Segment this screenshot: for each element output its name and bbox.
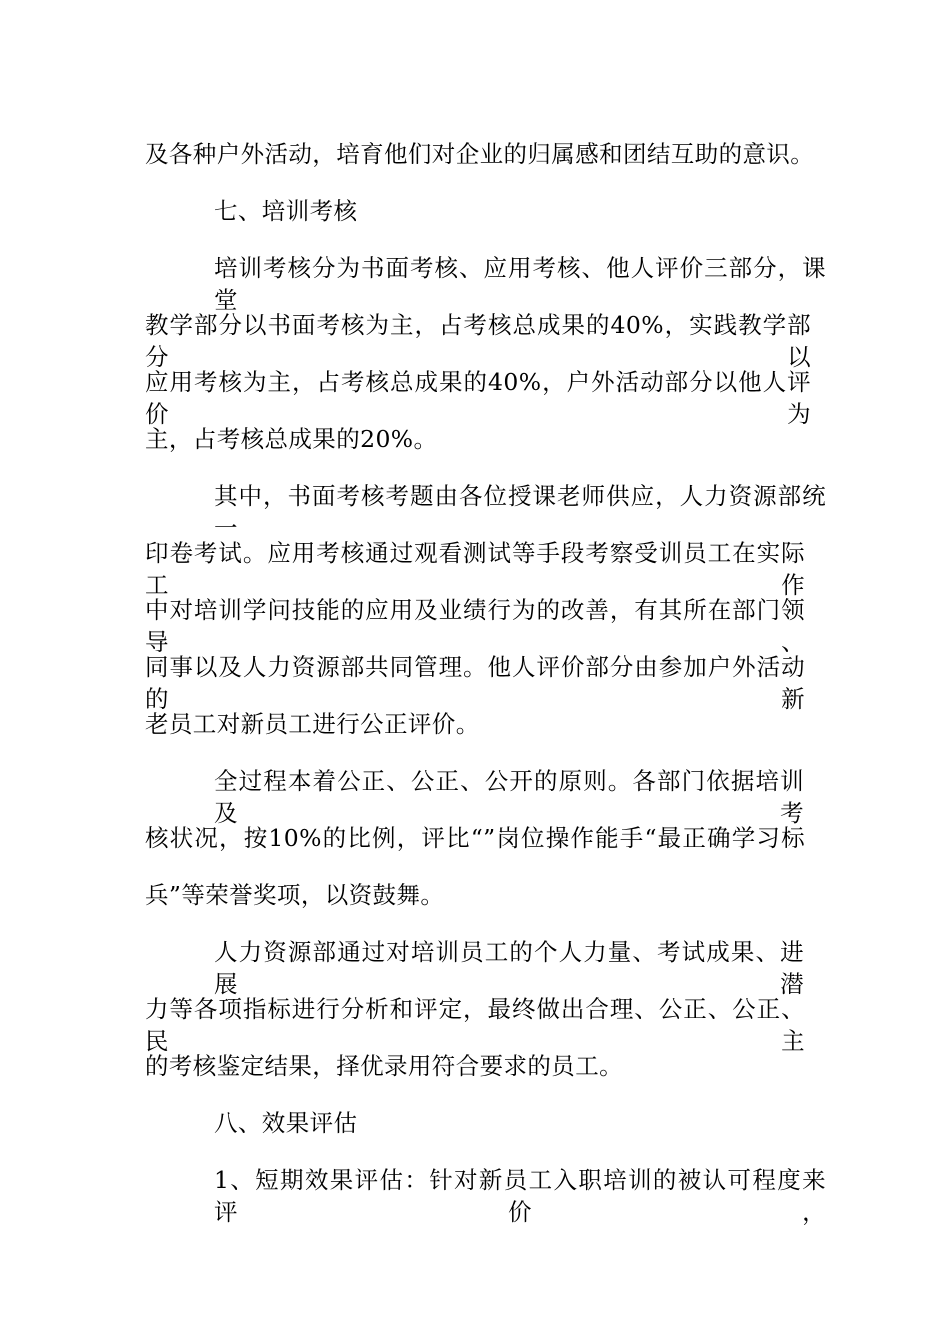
paragraph-line: 培训考核分为书面考核、应用考核、他人评价三部分，课堂 <box>214 254 826 314</box>
paragraph-line: 中对培训学问技能的应用及业绩行为的改善，有其所在部门领导、 <box>145 596 805 656</box>
section-heading: 七、培训考核 <box>214 197 358 225</box>
paragraph-line: 1、短期效果评估：针对新员工入职培训的被认可程度来评价， <box>214 1166 826 1226</box>
paragraph-line: 教学部分以书面考核为主，占考核总成果的40%，实践教学部分以 <box>145 311 811 371</box>
paragraph-line: 的考核鉴定结果，择优录用符合要求的员工。 <box>145 1052 623 1080</box>
paragraph-line: 应用考核为主，占考核总成果的40%，户外活动部分以他人评价为 <box>145 368 811 428</box>
paragraph-line: 印卷考试。应用考核通过观看测试等手段考察受训员工在实际工作 <box>145 539 805 599</box>
paragraph-line: 力等各项指标进行分析和评定，最终做出合理、公正、公正、民主 <box>145 995 805 1055</box>
paragraph-line: 主，占考核总成果的20%。 <box>145 425 438 453</box>
paragraph-line: 核状况，按10%的比例，评比“”岗位操作能手“最正确学习标 <box>145 824 805 852</box>
paragraph-line: 兵”等荣誉奖项，以资鼓舞。 <box>145 881 445 909</box>
paragraph-line: 老员工对新员工进行公正评价。 <box>145 710 480 738</box>
paragraph-line: 全过程本着公正、公正、公开的原则。各部门依据培训及考 <box>214 767 804 827</box>
paragraph-line: 及各种户外活动，培育他们对企业的归属感和团结互助的意识。 <box>145 140 815 168</box>
section-heading: 八、效果评估 <box>214 1109 358 1137</box>
paragraph-line: 其中，书面考核考题由各位授课老师供应，人力资源部统一 <box>214 482 826 542</box>
paragraph-line: 同事以及人力资源部共同管理。他人评价部分由参加户外活动的新 <box>145 653 805 713</box>
paragraph-line: 人力资源部通过对培训员工的个人力量、考试成果、进展潜 <box>214 938 804 998</box>
